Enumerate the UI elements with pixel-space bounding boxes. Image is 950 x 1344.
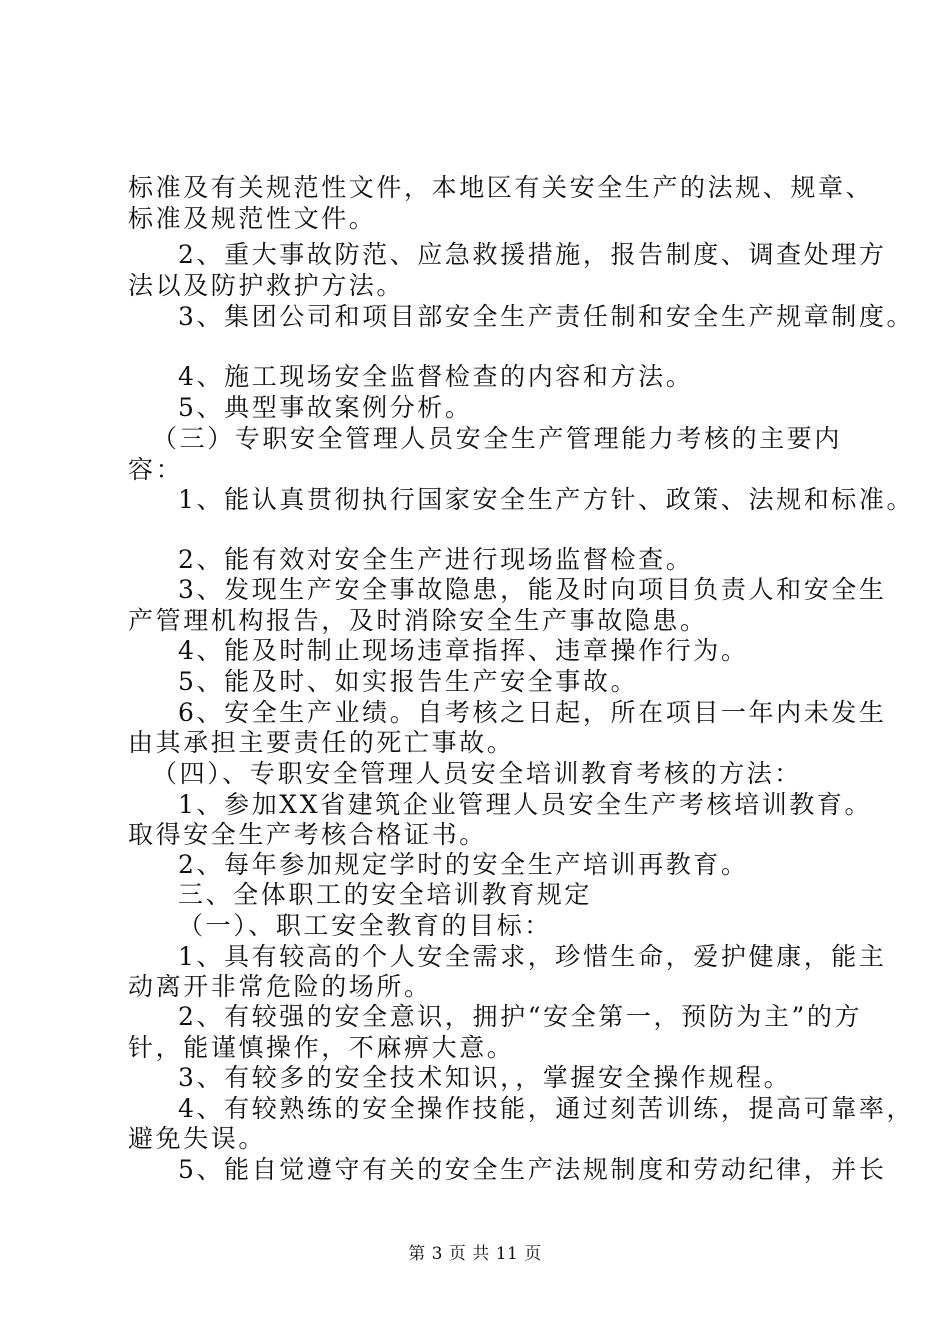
- text-line: 由其承担主要责任的死亡事故。: [128, 728, 515, 757]
- text-line: 2、有较强的安全意识，拥护“安全第一，预防为主”的方: [178, 1002, 863, 1031]
- text-line: 1、能认真贯彻执行国家安全生产方针、政策、法规和标准。: [178, 485, 915, 514]
- text-line: 3、发现生产安全事故隐患，能及时向项目负责人和安全生: [178, 575, 887, 604]
- text-line: 2、每年参加规定学时的安全生产培训再教育。: [178, 850, 749, 879]
- text-line: 4、能及时制止现场违章指挥、违章操作行为。: [178, 636, 749, 665]
- text-line: 取得安全生产考核合格证书。: [128, 820, 487, 849]
- section-heading: 三、全体职工的安全培训教育规定: [178, 880, 593, 909]
- text-line: 容：: [128, 455, 184, 484]
- text-line: 5、典型事故案例分析。: [178, 393, 473, 422]
- section-heading: （三）专职安全管理人员安全生产管理能力考核的主要内: [152, 424, 843, 453]
- text-line: 1、具有较高的个人安全需求，珍惜生命，爱护健康，能主: [178, 942, 887, 971]
- text-line: 5、能自觉遵守有关的安全生产法规制度和劳动纪律，并长: [178, 1155, 887, 1184]
- text-line: 动离开非常危险的场所。: [128, 972, 432, 1001]
- text-line: 2、重大事故防范、应急救援措施，报告制度、调查处理方: [178, 240, 887, 269]
- text-line: 1、参加XX省建筑企业管理人员安全生产考核培训教育。: [178, 790, 873, 819]
- page-number-footer: 第 3 页 共 11 页: [408, 1244, 542, 1264]
- text-line: 4、施工现场安全监督检查的内容和方法。: [178, 362, 694, 391]
- text-line: 5、能及时、如实报告生产安全事故。: [178, 667, 639, 696]
- text-line: 标准及有关规范性文件，本地区有关安全生产的法规、规章、: [128, 173, 874, 202]
- text-line: 产管理机构报告，及时消除安全生产事故隐患。: [128, 606, 708, 635]
- section-heading: （四）、专职安全管理人员安全培训教育考核的方法：: [152, 759, 802, 788]
- text-line: 3、有较多的安全技术知识，，掌握安全操作规程。: [178, 1063, 792, 1092]
- text-line: 针，能谨慎操作，不麻痹大意。: [128, 1033, 515, 1062]
- text-line: 避免失误。: [128, 1124, 267, 1153]
- text-line: 6、安全生产业绩。自考核之日起，所在项目一年内未发生: [178, 698, 887, 727]
- text-line: 标准及规范性文件。: [128, 204, 377, 233]
- text-line: 3、集团公司和项目部安全生产责任制和安全生产规章制度。: [178, 302, 915, 331]
- text-line: 法以及防护救护方法。: [128, 271, 405, 300]
- section-heading: （一）、职工安全教育的目标：: [178, 911, 552, 940]
- text-line: 2、能有效对安全生产进行现场监督检查。: [178, 545, 694, 574]
- text-line: 4、有较熟练的安全操作技能，通过刻苦训练，提高可靠率，: [178, 1094, 915, 1123]
